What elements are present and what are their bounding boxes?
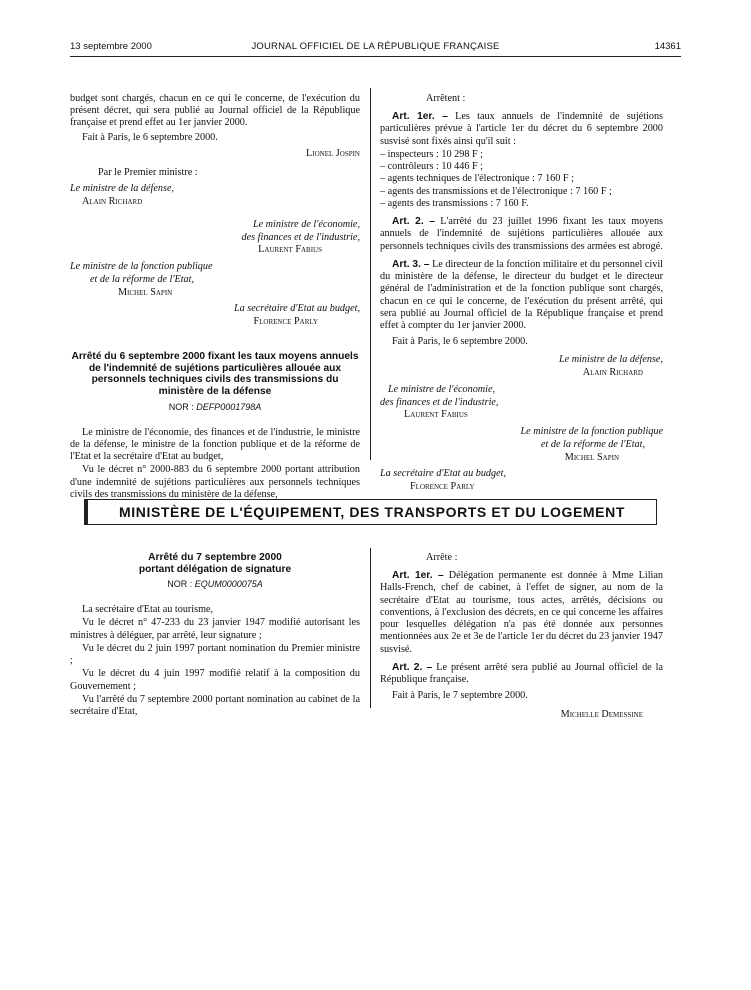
arrete: Arrête : [426,552,458,563]
signature-budget-name: Florence Parly [253,316,318,328]
article-1-text: Délégation permanente est donnée à Mme Lilian Halls-French, chef de cabinet, à l'effet de signer, au nom de la secrétaire d'Etat au tourisme, tous actes, arrêtés, décisions ou conventions, à l'exclusion des décrets, en ce qui concerne les affaires pour lesquelles délégation n'a pas été donnée aux personnes mentionnées aux 2e et 3e de l'article 1er du décret du 23 janvier 1947 susvisé. [380,570,663,655]
signature-demessine: Michelle Demessine [560,708,643,720]
rate-item: – agents des transmissions et de l'électronique : 7 160 F ; [380,185,612,197]
header-rule [70,56,681,57]
sig-fonction-name: Michel Sapin [564,451,619,463]
nor-value: EQUM0000075A [194,579,263,590]
par-premier-ministre: Par le Premier ministre : [98,166,198,178]
article-1-label: Art. 1er. – [392,570,444,582]
rates-list [380,149,663,210]
nor-label: NOR : [168,401,194,412]
rate-item: – inspecteurs : 10 298 F ; [380,148,483,160]
signature-fonction-title2: et de la réforme de l'Etat, [90,273,195,285]
article-1 [380,111,663,148]
nor-value: DEFP0001798A [196,401,262,412]
right-column-bottom [380,552,663,721]
sig-budget-name: Florence Parly [410,481,475,493]
article-3 [380,259,663,332]
sig-fonction-title1: Le ministre de la fonction publique [520,426,663,438]
sig-economie-name: Laurent Fabius [404,409,468,421]
page-number: 14361 [654,41,681,52]
delegation-preamble: La secrétaire d'Etat au tourisme, [82,604,214,616]
article-3-label: Art. 3. – [392,258,430,270]
sig-defense-name: Alain Richard [582,367,643,379]
article-2-text: Le présent arrêté sera publié au Journal officiel de la République française. [380,661,664,686]
signature-fonction-title1: Le ministre de la fonction publique [70,261,213,273]
article-2-text: L'arrêté du 23 juillet 1996 fixant les taux moyens annuels de l'indemnité de sujétions particulières allouée aux personnels techniques civils des transmissions des armées est abrogé. [380,216,663,252]
fait-date: Fait à Paris, le 6 septembre 2000. [82,131,218,143]
delegation-vu-4: Vu l'arrêté du 7 septembre 2000 portant nomination au cabinet de la secrétaire d'Etat, [70,693,360,718]
column-divider-top [370,88,371,460]
rate-item: – agents techniques de l'électronique : 7 160 F ; [380,173,574,185]
article-1-text: Les taux annuels de l'indemnité de sujétions particulières prévue à l'article 1er du décret du 6 septembre 2000 susvisé sont fixés ainsi qu'il suit : [380,111,664,147]
signature-economie-name: Laurent Fabius [258,244,322,256]
left-column-bottom [70,552,360,719]
arrete-defense-nor [70,402,360,413]
sig-budget-title: La secrétaire d'Etat au budget, [380,468,507,480]
sig-fonction-title2: et de la réforme de l'Etat, [540,438,645,450]
arrete-delegation-title1: Arrêté du 7 septembre 2000 [148,552,282,563]
delegation-vu-2: Vu le décret du 2 juin 1997 portant nomination du Premier ministre ; [70,642,360,667]
sig-economie-title2: des finances et de l'industrie, [380,396,499,408]
delegation-vu-3: Vu le décret du 4 juin 1997 modifié relatif à la composition du Gouvernement ; [70,668,360,692]
article-2-label: Art. 2. – [392,216,435,228]
signature-economie-title1: Le ministre de l'économie, [252,218,360,230]
signature-jospin: Lionel Jospin [306,147,360,159]
signature-fonction-name: Michel Sapin [118,286,173,298]
signature-defense-name: Alain Richard [82,196,143,208]
fait-date-right: Fait à Paris, le 6 septembre 2000. [392,336,528,348]
delegation-article-1 [380,570,663,656]
article-2 [380,216,663,253]
arrete-defense-title: Arrêté du 6 septembre 2000 fixant les taux moyens annuels de l'indemnité de sujétions particulières allouée aux personnels techniques civils des transmissions du ministère de la défense [71,350,359,398]
signature-budget-title: La secrétaire d'Etat au budget, [233,303,360,315]
rate-item: – contrôleurs : 10 446 F ; [380,161,483,173]
sig-defense-title: Le ministre de la défense, [558,354,663,366]
column-divider-bottom [370,548,371,708]
sig-economie-title1: Le ministre de l'économie, [388,383,496,395]
arrete-defense-vu: Vu le décret n° 2000-883 du 6 septembre 2000 portant attribution d'une indemnité de sujétions particulières aux personnels techniques civils des transmissions du ministère de la défense, [70,464,360,500]
arretent: Arrêtent : [426,93,466,104]
delegation-fait-date: Fait à Paris, le 7 septembre 2000. [392,690,528,702]
page-header [70,41,681,55]
article-3-text: Le directeur de la fonction militaire et du personnel civil du ministère de la défense, le directeur du budget et le directeur général de l'administration et de la fonction publique sont chargés, chacun en ce qui le concerne, de l'exécution du présent arrêté, qui sera publié au Journal officiel de la République française et prend effet à compter du 1er janvier 2000. [380,258,663,331]
signature-economie-title2: des finances et de l'industrie, [241,231,360,243]
left-column-top [70,93,360,502]
nor-label: NOR : [167,579,193,590]
header-date: 13 septembre 2000 [70,41,152,52]
arrete-delegation-nor [70,579,360,590]
delegation-article-2 [380,662,663,686]
decree-closing-paragraph: budget sont chargés, chacun en ce qui le concerne, de l'exécution du présent décret, qui sera publié au Journal officiel de la République française et prend effet au 1er janvier 2000. [70,93,360,129]
ministry-band: MINISTÈRE DE L'ÉQUIPEMENT, DES TRANSPORTS ET DU LOGEMENT [84,499,657,525]
arrete-defense-preamble: Le ministre de l'économie, des finances et de l'industrie, le ministre de la défense, le ministre de la fonction publique et de la réforme de l'Etat et la secrétaire d'Etat au budget, [70,426,360,463]
signature-defense-title: Le ministre de la défense, [70,183,175,195]
arrete-delegation-title2: portant délégation de signature [138,563,292,575]
journal-title: JOURNAL OFFICIEL DE LA RÉPUBLIQUE FRANÇAISE [251,41,500,52]
article-2-label: Art. 2. – [392,661,433,673]
article-1-label: Art. 1er. – [392,111,448,123]
delegation-vu-1: Vu le décret n° 47-233 du 23 janvier 1947 modifié autorisant les ministres à déléguer, par arrêté, leur signature ; [70,617,360,641]
rate-item: – agents des transmissions : 7 160 F. [380,197,529,209]
right-column-top [380,93,663,494]
